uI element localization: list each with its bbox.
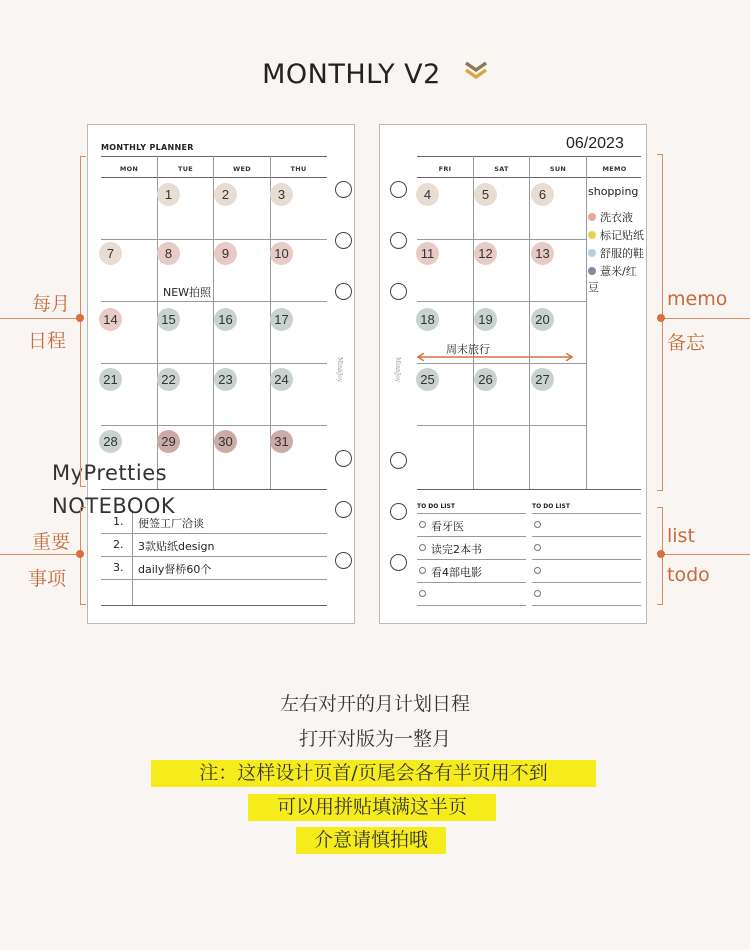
important-item-number: 2. <box>113 538 124 551</box>
memo-item <box>588 263 646 295</box>
todo-row-line <box>417 536 526 537</box>
spine-brand-text: MinnJoy <box>336 357 343 383</box>
date-circle: 21 <box>99 368 122 391</box>
date-circle: 22 <box>157 368 180 391</box>
date-circle: 3 <box>270 183 293 206</box>
date-circle: 6 <box>531 183 554 206</box>
memo-item <box>588 227 644 243</box>
todo-pointer-dot <box>657 550 665 558</box>
todo-checkbox[interactable] <box>419 544 426 551</box>
important-pointer-line <box>0 554 80 555</box>
date-circle: 24 <box>270 368 293 391</box>
day-header: SAT <box>494 165 509 173</box>
date-circle: 28 <box>99 430 122 453</box>
memo-item-text: 薏米/红豆 <box>588 265 637 294</box>
todo-list-title-left: TO DO LIST <box>417 503 455 510</box>
todo-row-line <box>532 513 641 514</box>
todo-pointer-line <box>663 554 750 555</box>
day-header: MON <box>119 165 139 173</box>
schedule-pointer-line <box>0 318 80 319</box>
todo-checkbox[interactable] <box>534 521 541 528</box>
date-circle: 16 <box>214 308 237 331</box>
spine-brand-text: MinnJoy <box>394 357 401 383</box>
date-circle: 1 <box>157 183 180 206</box>
todo-checkbox[interactable] <box>534 544 541 551</box>
memo-item <box>588 209 633 225</box>
caption-line-2: 打开对版为一整月 <box>298 728 451 750</box>
memo-pointer-dot <box>657 314 665 322</box>
binder-ring <box>390 554 407 571</box>
label-important-1: 重要 <box>32 531 71 553</box>
memo-bullet-icon <box>588 267 596 275</box>
monthly-planner-header: MONTHLY PLANNER <box>101 143 194 152</box>
double-chevron-down-icon <box>464 56 488 87</box>
date-circle: 11 <box>416 242 439 265</box>
todo-row-line <box>417 513 526 514</box>
todo-checkbox[interactable] <box>419 521 426 528</box>
todo-item-text: 看4部电影 <box>431 566 482 579</box>
date-circle: 4 <box>416 183 439 206</box>
date-circle: 9 <box>214 242 237 265</box>
todo-row-line <box>532 559 641 560</box>
date-circle: 26 <box>474 368 497 391</box>
date-circle: 13 <box>531 242 554 265</box>
date-circle: 25 <box>416 368 439 391</box>
date-circle: 19 <box>474 308 497 331</box>
memo-pointer-line <box>663 318 750 319</box>
important-item-text: 便签工厂洽谈 <box>138 517 204 530</box>
todo-checkbox[interactable] <box>534 567 541 574</box>
todo-checkbox[interactable] <box>419 590 426 597</box>
row-divider <box>101 579 327 580</box>
brand-line-2: NOTEBOOK <box>52 494 176 518</box>
memo-bullet-icon <box>588 213 596 221</box>
label-todo-en: todo <box>667 564 710 586</box>
date-circle: 7 <box>99 242 122 265</box>
todo-list-title-right: TO DO LIST <box>532 503 570 510</box>
left-planner-page <box>87 124 355 624</box>
date-circle: 17 <box>270 308 293 331</box>
day-header: WED <box>233 165 251 173</box>
important-pointer-dot <box>76 550 84 558</box>
date-circle: 5 <box>474 183 497 206</box>
page-title <box>0 56 750 90</box>
date-circle: 23 <box>214 368 237 391</box>
date-circle: 2 <box>214 183 237 206</box>
todo-row-line <box>417 605 526 606</box>
day-header: SUN <box>549 165 567 173</box>
binder-ring <box>335 501 352 518</box>
binder-ring <box>335 552 352 569</box>
caption-line-1: 左右对开的月计划日程 <box>279 693 470 715</box>
memo-bullet-icon <box>588 249 596 257</box>
note-highlight-3: 介意请慎拍哦 <box>296 827 446 854</box>
note-highlight-2: 可以用拼贴填满这半页 <box>248 794 496 821</box>
label-list-en: list <box>667 525 695 547</box>
date-circle: 29 <box>157 430 180 453</box>
memo-title: shopping <box>588 185 639 198</box>
row-divider <box>101 556 327 557</box>
binder-ring <box>335 283 352 300</box>
right-planner-page <box>379 124 647 624</box>
event-note-trip: 周末旅行 <box>446 343 490 356</box>
memo-bullet-icon <box>588 231 596 239</box>
date-circle: 14 <box>99 308 122 331</box>
important-item-number: 1. <box>113 515 124 528</box>
binder-ring <box>390 503 407 520</box>
important-item-number: 3. <box>113 561 124 574</box>
label-memo-en: memo <box>667 288 728 310</box>
double-arrow-icon <box>416 353 574 361</box>
label-important-2: 事项 <box>28 568 67 590</box>
label-monthly-2: 日程 <box>28 330 67 352</box>
binder-ring <box>390 283 407 300</box>
binder-ring <box>335 181 352 198</box>
memo-item-text: 舒服的鞋 <box>600 247 644 260</box>
date-circle: 12 <box>474 242 497 265</box>
date-circle: 10 <box>270 242 293 265</box>
title-text: MONTHLY V2 <box>262 59 441 90</box>
todo-checkbox[interactable] <box>419 567 426 574</box>
label-memo-cn: 备忘 <box>667 332 706 354</box>
todo-row-line <box>532 582 641 583</box>
todo-item-text: 读完2本书 <box>431 543 482 556</box>
binder-ring <box>335 450 352 467</box>
label-monthly-1: 每月 <box>32 293 71 315</box>
memo-bracket <box>657 154 663 491</box>
important-item-text: daily督桥60个 <box>138 563 212 576</box>
binder-ring <box>390 232 407 249</box>
todo-item-text: 看牙医 <box>431 520 464 533</box>
memo-item-text: 洗衣液 <box>600 211 633 224</box>
todo-row-line <box>417 559 526 560</box>
date-circle: 8 <box>157 242 180 265</box>
binder-ring <box>390 181 407 198</box>
date-circle: 18 <box>416 308 439 331</box>
memo-item-text: 标记贴纸 <box>600 229 644 242</box>
row-divider <box>101 533 327 534</box>
date-circle: 20 <box>531 308 554 331</box>
todo-checkbox[interactable] <box>534 590 541 597</box>
day-header: TUE <box>177 165 194 173</box>
month-label: 06/2023 <box>566 135 624 152</box>
memo-item <box>588 245 644 261</box>
note-highlight-1: 注：这样设计页首/页尾会各有半页用不到 <box>151 760 596 787</box>
date-circle: 15 <box>157 308 180 331</box>
binder-ring <box>335 232 352 249</box>
date-circle: 30 <box>214 430 237 453</box>
day-header: MEMO <box>602 165 627 173</box>
day-header: FRI <box>438 165 452 173</box>
date-circle: 31 <box>270 430 293 453</box>
todo-row-line <box>532 536 641 537</box>
todo-row-line <box>417 582 526 583</box>
date-circle: 27 <box>531 368 554 391</box>
schedule-pointer-dot <box>76 314 84 322</box>
important-item-text: 3款贴纸design <box>138 540 215 553</box>
event-note-photo: NEW拍照 <box>163 286 212 299</box>
day-header: THU <box>290 165 307 173</box>
binder-ring <box>390 452 407 469</box>
brand-line-1: MyPretties <box>52 461 168 485</box>
todo-row-line <box>532 605 641 606</box>
